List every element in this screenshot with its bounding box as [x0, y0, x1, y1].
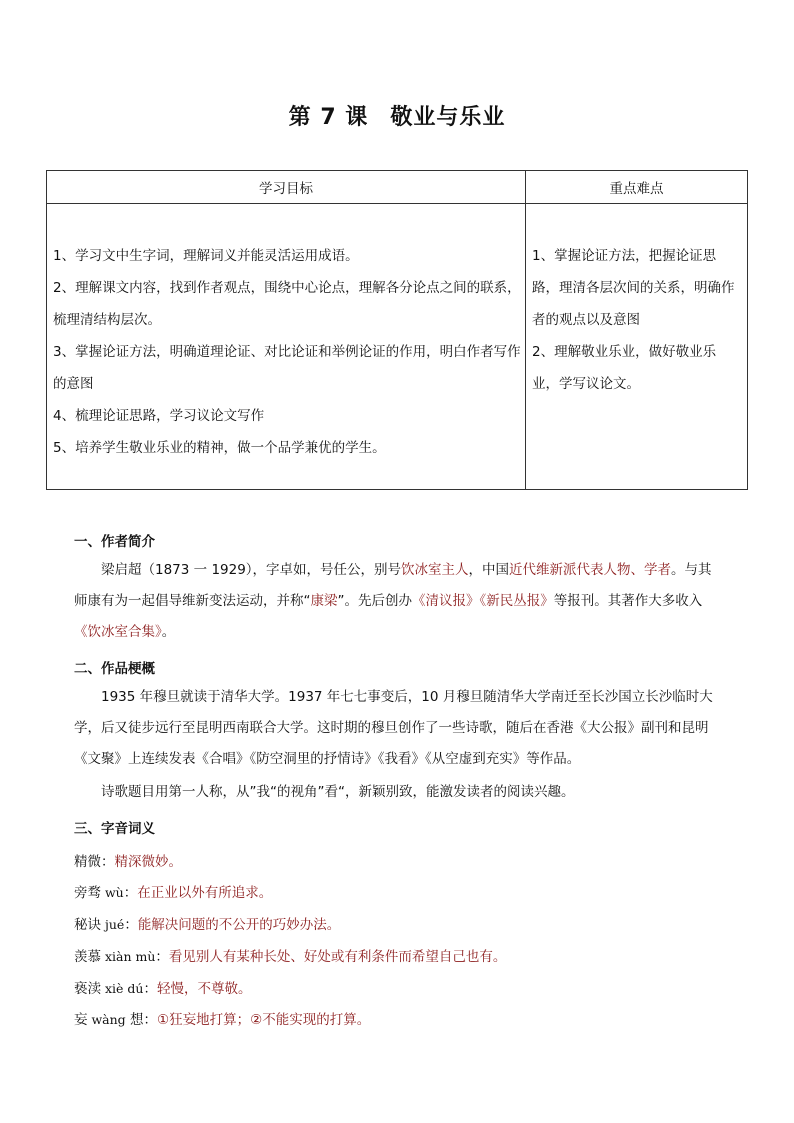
vocab-definition: 看见别人有某种长处、好处或有利条件而希望自己也有。: [168, 949, 507, 965]
vocab-item: [74, 913, 340, 933]
table-body-row: [47, 204, 748, 490]
vocab-definition: 轻慢，不尊敬。: [156, 981, 252, 997]
vocab-term: 亵渎: [74, 981, 101, 997]
vocab-sep: 想：: [125, 1012, 157, 1028]
section-summary-heading: 二、作品梗概: [74, 661, 155, 677]
vocab-pinyin: wàng: [87, 1012, 126, 1027]
goal-item: 2、理解课文内容，找到作者观点，围绕中心论点，理解各分论点之间的联系，梳理清结构层次。: [53, 280, 521, 328]
table-header-row: [47, 171, 748, 204]
highlight-text: 康梁: [310, 593, 338, 609]
goals-header: 学习目标: [47, 171, 526, 204]
goal-item: 3、掌握论证方法，明确道理论证、对比论证和举例论证的作用，明白作者写作的意图: [53, 344, 521, 392]
goal-item: 5、培养学生敬业乐业的精神，做一个品学兼优的学生。: [53, 440, 386, 456]
goals-cell: [47, 204, 526, 490]
vocab-item: [74, 881, 272, 901]
vocab-sep: ：: [101, 854, 115, 870]
keypoint-item: 1、掌握论证方法，把握论证思路，理清各层次间的关系，明确作者的观点以及意图: [532, 248, 735, 328]
lesson-number: 第 7 课: [288, 105, 369, 130]
vocab-term: 精微: [74, 854, 101, 870]
highlight-text: 饮冰室主人: [401, 562, 469, 578]
section-author-heading: 一、作者简介: [74, 534, 155, 550]
goal-item: 4、梳理论证思路，学习议论文写作: [53, 408, 265, 424]
highlight-text: 《清议报》《新民丛报》: [412, 593, 554, 609]
vocab-item: [74, 850, 182, 870]
keypoints-header: 重点难点: [526, 171, 748, 204]
vocab-item: [74, 1008, 370, 1028]
vocab-sep: ：: [143, 981, 157, 997]
text-run: ，中国: [468, 562, 510, 578]
vocab-pinyin: jué: [101, 917, 125, 932]
author-paragraph: [74, 555, 724, 648]
text-run: 。: [161, 624, 176, 640]
vocab-sep: ：: [155, 949, 169, 965]
vocab-definition: 在正业以外有所追求。: [137, 885, 273, 901]
summary-paragraph-2: 诗歌题目用第一人称，从”我“的视角”看“，新颖别致，能激发读者的阅读兴趣。: [101, 784, 575, 800]
vocab-pinyin: xiàn mù: [101, 949, 156, 964]
vocab-sep: ：: [124, 917, 138, 933]
vocab-term: 旁骛: [74, 885, 101, 901]
keypoints-cell: [526, 204, 748, 490]
goal-item: 1、学习文中生字词，理解词义并能灵活运用成语。: [53, 248, 359, 264]
vocab-term: 妄: [74, 1012, 88, 1028]
text-run: 梁启超（1873 一 1929），字卓如，号任公，别号: [101, 562, 402, 578]
vocab-pinyin: wù: [101, 885, 124, 900]
section-vocab-heading: 三、字音词义: [74, 821, 155, 837]
text-run: ”。先后创办: [337, 593, 412, 609]
vocab-definition: ①狂妄地打算；②不能实现的打算。: [156, 1012, 371, 1028]
lesson-name: 敬业与乐业: [390, 105, 506, 130]
vocab-sep: ：: [123, 885, 138, 901]
vocab-item: [74, 977, 251, 997]
vocab-definition: 能解决问题的不公开的巧妙办法。: [137, 917, 341, 933]
objectives-table: [46, 170, 748, 490]
vocab-item: [74, 945, 506, 965]
highlight-text: 《饮冰室合集》: [74, 624, 162, 640]
highlight-text: 近代维新派代表人物、学者: [509, 562, 672, 578]
text-run: 等报刊。其著作大多收入: [553, 593, 703, 609]
text-run: 。与其师康有为一起倡导维新变法运动，并称“: [74, 562, 712, 609]
vocab-term: 羡慕: [74, 949, 101, 965]
page-title: [0, 100, 794, 131]
vocab-pinyin: xiè dú: [101, 981, 144, 996]
vocab-definition: 精深微妙。: [114, 854, 182, 870]
summary-paragraph-1: 1935 年穆旦就读于清华大学。1937 年七七事变后，10 月穆旦随清华大学南迁至长沙国立长沙临时大学，后又徒步远行至昆明西南联合大学。这时期的穆旦创作了一些诗歌，随后在香港《大公报》副刊和昆明《文聚》上连续发表《合唱》《防空洞里的抒情诗》《我看》《从空虚到充实》等作品。: [74, 689, 713, 767]
keypoint-item: 2、理解敬业乐业，做好敬业乐业，学写议论文。: [532, 344, 717, 392]
vocab-term: 秘诀: [74, 917, 101, 933]
